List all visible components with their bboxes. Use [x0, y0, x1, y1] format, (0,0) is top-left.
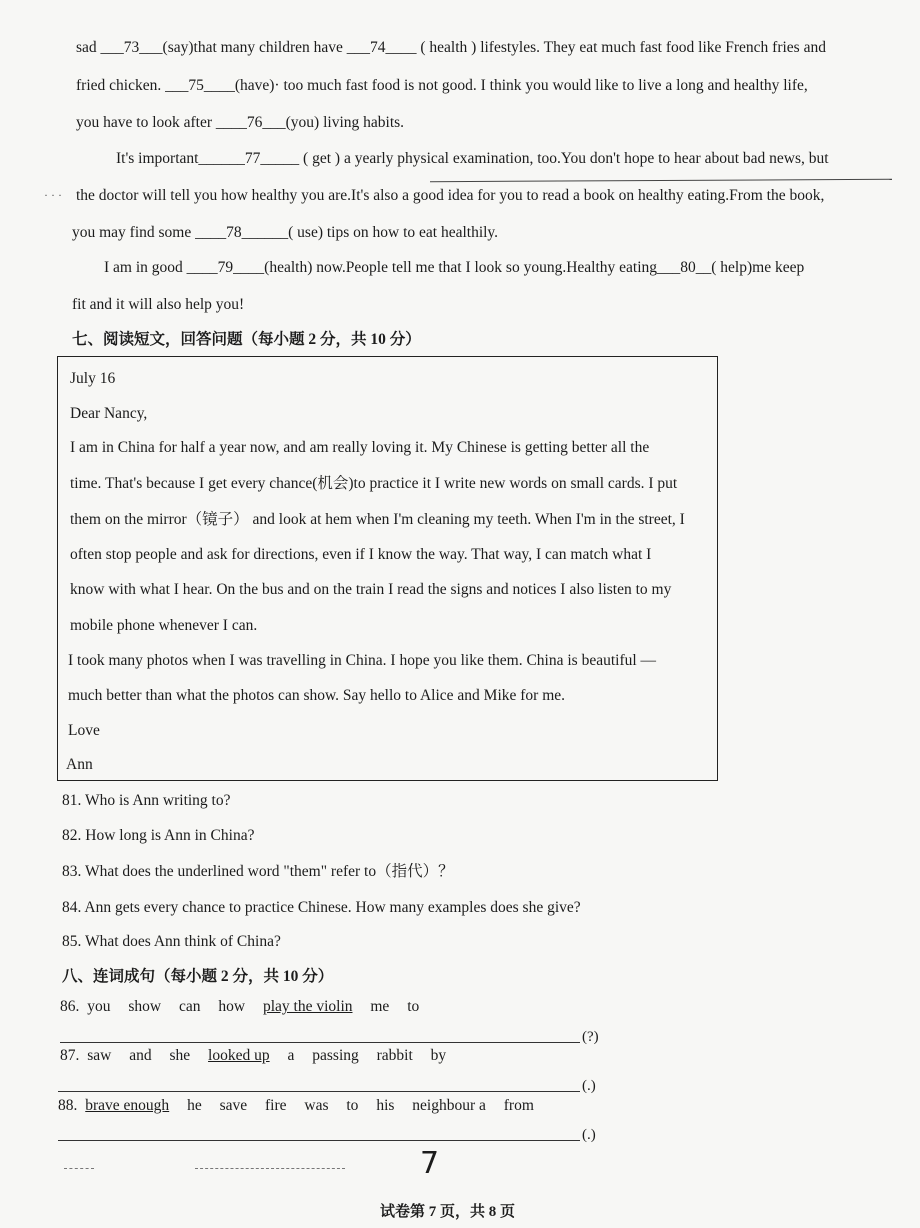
word: can — [178, 998, 201, 1015]
word: and — [129, 1047, 152, 1064]
cloze-line-8: fit and it will also help you! — [72, 296, 245, 313]
word: his — [376, 1097, 395, 1114]
letter-line-8: much better than what the photos can show. Say hello to Alice and Mike for me. — [68, 687, 566, 704]
answer-line-86[interactable] — [60, 1042, 580, 1043]
question-83: 83. What does the underlined word "them" refer to（指代）？ — [62, 863, 454, 880]
cloze-line-3: you have to look after ____76___(you) living habits. — [76, 114, 405, 131]
letter-line-5: know with what I hear. On the bus and on the train I read the signs and notices I also listen to my — [70, 581, 672, 598]
word: rabbit — [376, 1047, 413, 1064]
word: you — [87, 998, 111, 1015]
section7-heading: 七、阅读短文，回答问题（每小题 2 分，共 10 分） — [72, 331, 421, 348]
item-88-num: 88. — [58, 1097, 78, 1114]
item-87 — [60, 1046, 446, 1066]
word: by — [430, 1047, 447, 1064]
item-86-num: 86. — [60, 998, 80, 1015]
word: he — [187, 1097, 202, 1114]
item-88 — [58, 1096, 534, 1116]
word: she — [169, 1047, 191, 1064]
cloze-line-5: the doctor will tell you how healthy you are.It's also a good idea for you to read a book on healthy eating.From the book, — [76, 187, 825, 204]
word: to — [346, 1097, 359, 1114]
letter-line-2: time. That's because I get every chance(机会)to practice it I write new words on small cards. I put — [70, 475, 678, 492]
word: from — [503, 1097, 534, 1114]
letter-closing: Love — [68, 722, 100, 739]
underlined-phrase: brave enough — [85, 1097, 170, 1114]
margin-dots: ··· — [44, 188, 65, 202]
word: save — [219, 1097, 248, 1114]
word: me — [370, 998, 390, 1015]
answer-line-87[interactable] — [58, 1091, 580, 1092]
letter-line-7: I took many photos when I was travelling in China. I hope you like them. China is beautiful — — [68, 652, 657, 669]
word: show — [128, 998, 162, 1015]
item-86 — [60, 997, 419, 1017]
question-84: 84. Ann gets every chance to practice Chinese. How many examples does she give? — [62, 899, 581, 916]
word: how — [218, 998, 246, 1015]
letter-line-1: I am in China for half a year now, and am really loving it. My Chinese is getting better all the — [70, 439, 650, 456]
item-87-end: (.) — [582, 1078, 596, 1094]
letter-greeting: Dear Nancy, — [70, 405, 148, 422]
word: passing — [312, 1047, 359, 1064]
cloze-line-7: I am in good ____79____(health) now.People tell me that I look so young.Healthy eating___80__( help)me keep — [104, 259, 805, 276]
question-82: 82. How long is Ann in China? — [62, 827, 255, 844]
scan-dash — [64, 1168, 94, 1169]
underlined-phrase: looked up — [208, 1047, 270, 1064]
cloze-line-6: you may find some ____78______( use) tips on how to eat healthily. — [72, 224, 499, 241]
cloze-line-2: fried chicken. ___75____(have)· too much fast food is not good. I think you would like to live a long and healthy life, — [76, 77, 808, 94]
letter-date: July 16 — [70, 370, 116, 387]
item-86-end: (?) — [582, 1029, 599, 1045]
scan-dash — [195, 1168, 345, 1169]
letter-line-4: often stop people and ask for directions, even if I know the way. That way, I can match what I — [70, 546, 652, 563]
item-87-num: 87. — [60, 1047, 80, 1064]
question-85: 85. What does Ann think of China? — [62, 933, 281, 950]
letter-box — [57, 356, 718, 781]
item-88-end: (.) — [582, 1127, 596, 1143]
word: saw — [87, 1047, 112, 1064]
underlined-phrase: play the violin — [262, 998, 353, 1015]
letter-signature: Ann — [66, 756, 93, 773]
letter-line-6: mobile phone whenever I can. — [70, 617, 258, 634]
page-footer: 试卷第 7 页，共 8 页 — [380, 1204, 516, 1220]
word: was — [304, 1097, 329, 1114]
section8-heading: 八、连词成句（每小题 2 分，共 10 分） — [62, 968, 334, 985]
question-81: 81. Who is Ann writing to? — [62, 792, 231, 809]
cloze-line-4: It's important______77_____ ( get ) a yearly physical examination, too.You don't hope to hear about bad news, but — [116, 150, 829, 167]
letter-line-3: them on the mirror（镜子） and look at hem when I'm cleaning my teeth. When I'm in the street, I — [70, 511, 685, 528]
cloze-line-1: sad ___73___(say)that many children have ___74____ ( health ) lifestyles. They eat much fast food like French fries and — [76, 39, 826, 56]
handwritten-page-number: 7 — [420, 1146, 440, 1181]
word: a — [287, 1047, 295, 1064]
word: to — [407, 998, 420, 1015]
strike-mark — [430, 179, 892, 182]
word: fire — [265, 1097, 287, 1114]
word: neighbour a — [412, 1097, 486, 1114]
answer-line-88[interactable] — [58, 1140, 580, 1141]
